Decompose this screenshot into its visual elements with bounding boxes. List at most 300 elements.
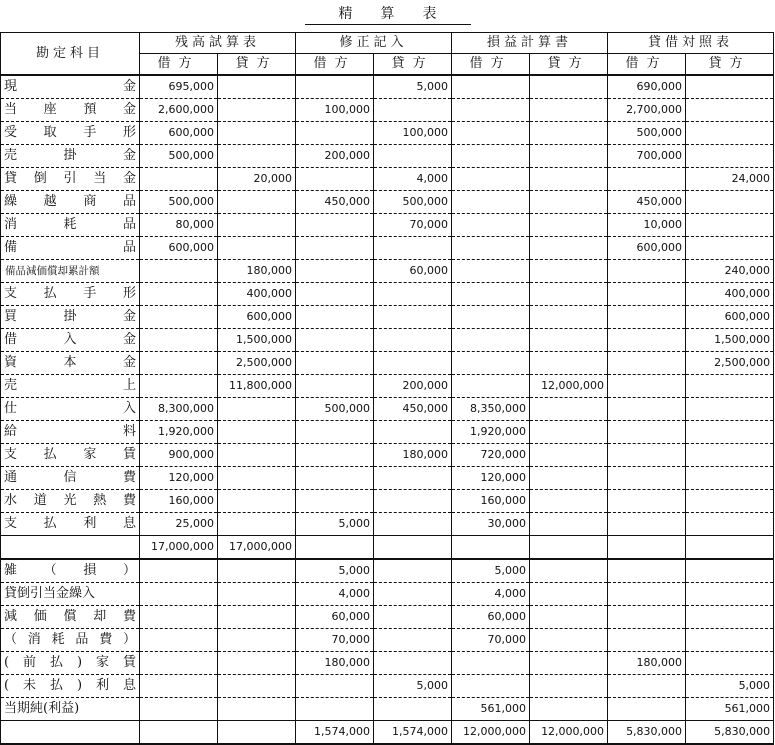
amount-cell [686, 513, 774, 536]
account-name: 資本金 [1, 352, 140, 375]
amount-cell [686, 606, 774, 629]
amount-cell: 690,000 [608, 75, 686, 99]
table-row [1, 513, 774, 536]
total-cell [296, 536, 374, 560]
amount-cell [296, 329, 374, 352]
table-row [1, 490, 774, 513]
amount-cell [374, 306, 452, 329]
table-row [1, 352, 774, 375]
amount-cell [374, 652, 452, 675]
amount-cell [296, 675, 374, 698]
table-row [1, 375, 774, 398]
amount-cell [296, 421, 374, 444]
total-cell [218, 721, 296, 745]
amount-cell [218, 583, 296, 606]
amount-cell: 700,000 [608, 145, 686, 168]
amount-cell: 600,000 [608, 237, 686, 260]
amount-cell [296, 375, 374, 398]
table-row [1, 283, 774, 306]
amount-cell: 200,000 [296, 145, 374, 168]
amount-cell [530, 75, 608, 99]
amount-cell: 561,000 [686, 698, 774, 721]
amount-cell [374, 583, 452, 606]
account-name: 支払家賃 [1, 444, 140, 467]
table-row [1, 583, 774, 606]
table-row [1, 99, 774, 122]
amount-cell [218, 398, 296, 421]
table-row [1, 214, 774, 237]
amount-cell [530, 260, 608, 283]
amount-cell [530, 145, 608, 168]
amount-cell [686, 444, 774, 467]
table-row [1, 191, 774, 214]
amount-cell: 160,000 [452, 490, 530, 513]
table-row [1, 237, 774, 260]
amount-cell [686, 375, 774, 398]
amount-cell [608, 329, 686, 352]
account-name [1, 721, 140, 745]
amount-cell: 5,000 [374, 75, 452, 99]
amount-cell [530, 398, 608, 421]
amount-cell: 2,500,000 [686, 352, 774, 375]
amount-cell [686, 214, 774, 237]
amount-cell: 561,000 [452, 698, 530, 721]
amount-cell [530, 583, 608, 606]
account-name: 支払利息 [1, 513, 140, 536]
amount-cell [296, 122, 374, 145]
account-name: 仕入 [1, 398, 140, 421]
worksheet-table [0, 32, 774, 745]
amount-cell: 100,000 [374, 122, 452, 145]
amount-cell [296, 467, 374, 490]
debit-header: 借方 [296, 54, 374, 76]
amount-cell: 200,000 [374, 375, 452, 398]
amount-cell [530, 329, 608, 352]
amount-cell [374, 145, 452, 168]
account-name: 備品 [1, 237, 140, 260]
table-row [1, 698, 774, 721]
amount-cell: 450,000 [608, 191, 686, 214]
credit-header: 貸方 [218, 54, 296, 76]
amount-cell [530, 629, 608, 652]
amount-cell [452, 652, 530, 675]
total-cell: 5,830,000 [686, 721, 774, 745]
table-row [1, 145, 774, 168]
total-cell [608, 536, 686, 560]
amount-cell [218, 237, 296, 260]
amount-cell [608, 490, 686, 513]
amount-cell [140, 559, 218, 583]
total-cell: 12,000,000 [452, 721, 530, 745]
amount-cell [374, 559, 452, 583]
table-row [1, 398, 774, 421]
amount-cell: 2,700,000 [608, 99, 686, 122]
worksheet-title: 精算表 [0, 3, 775, 21]
amount-cell [218, 490, 296, 513]
amount-cell [296, 306, 374, 329]
table-row [1, 606, 774, 629]
account-name: 借入金 [1, 329, 140, 352]
account-name: 現金 [1, 75, 140, 99]
amount-cell [140, 260, 218, 283]
amount-cell [530, 99, 608, 122]
amount-cell [140, 583, 218, 606]
amount-cell: 500,000 [296, 398, 374, 421]
amount-cell: 30,000 [452, 513, 530, 536]
amount-cell [452, 352, 530, 375]
amount-cell [374, 352, 452, 375]
account-name: 通信費 [1, 467, 140, 490]
amount-cell: 8,350,000 [452, 398, 530, 421]
amount-cell [140, 629, 218, 652]
amount-cell: 450,000 [374, 398, 452, 421]
amount-cell: 500,000 [608, 122, 686, 145]
amount-cell [530, 122, 608, 145]
amount-cell: 5,000 [296, 559, 374, 583]
amount-cell [530, 652, 608, 675]
amount-cell [608, 168, 686, 191]
amount-cell: 25,000 [140, 513, 218, 536]
amount-cell [530, 214, 608, 237]
amount-cell: 70,000 [374, 214, 452, 237]
amount-cell [374, 329, 452, 352]
account-name: 消耗品 [1, 214, 140, 237]
amount-cell [608, 513, 686, 536]
amount-cell [374, 629, 452, 652]
credit-header: 貸方 [686, 54, 774, 76]
credit-header: 貸方 [530, 54, 608, 76]
amount-cell: 1,920,000 [140, 421, 218, 444]
amount-cell [218, 675, 296, 698]
amount-cell [530, 444, 608, 467]
amount-cell [374, 99, 452, 122]
amount-cell [530, 168, 608, 191]
amount-cell [140, 306, 218, 329]
amount-cell [608, 352, 686, 375]
amount-cell [608, 421, 686, 444]
amount-cell [452, 306, 530, 329]
amount-cell [530, 467, 608, 490]
amount-cell: 180,000 [218, 260, 296, 283]
amount-cell: 450,000 [296, 191, 374, 214]
amount-cell [530, 191, 608, 214]
amount-cell: 600,000 [686, 306, 774, 329]
total-cell: 1,574,000 [296, 721, 374, 745]
amount-cell: 4,000 [452, 583, 530, 606]
amount-cell [452, 99, 530, 122]
group-header-trial: 残高試算表 [140, 33, 296, 54]
account-name: 貸倒引当金 [1, 168, 140, 191]
debit-header: 借方 [608, 54, 686, 76]
amount-cell [686, 75, 774, 99]
debit-header: 借方 [140, 54, 218, 76]
amount-cell: 24,000 [686, 168, 774, 191]
amount-cell [608, 260, 686, 283]
total-cell: 17,000,000 [140, 536, 218, 560]
amount-cell: 60,000 [452, 606, 530, 629]
amount-cell: 720,000 [452, 444, 530, 467]
amount-cell [296, 283, 374, 306]
total-cell: 1,574,000 [374, 721, 452, 745]
amount-cell [452, 145, 530, 168]
group-header-balance: 貸借対照表 [608, 33, 774, 54]
amount-cell [296, 490, 374, 513]
amount-cell: 120,000 [140, 467, 218, 490]
amount-cell [608, 629, 686, 652]
account-name: 買掛金 [1, 306, 140, 329]
amount-cell: 80,000 [140, 214, 218, 237]
amount-cell [218, 145, 296, 168]
amount-cell [686, 629, 774, 652]
amount-cell: 2,500,000 [218, 352, 296, 375]
amount-cell [218, 444, 296, 467]
amount-cell: 500,000 [140, 191, 218, 214]
amount-cell [296, 75, 374, 99]
amount-cell [608, 675, 686, 698]
total-cell: 5,830,000 [608, 721, 686, 745]
amount-cell: 5,000 [374, 675, 452, 698]
table-row [1, 444, 774, 467]
amount-cell [452, 191, 530, 214]
amount-cell [452, 283, 530, 306]
account-name: (未払)利息 [1, 675, 140, 698]
amount-cell [140, 652, 218, 675]
account-name: 売上 [1, 375, 140, 398]
amount-cell [452, 329, 530, 352]
total-cell [530, 536, 608, 560]
amount-cell [140, 375, 218, 398]
table-row [1, 122, 774, 145]
amount-cell [686, 398, 774, 421]
amount-cell [608, 306, 686, 329]
amount-cell: 4,000 [374, 168, 452, 191]
account-name: 貸倒引当金繰入 [1, 583, 140, 606]
amount-cell: 11,800,000 [218, 375, 296, 398]
amount-cell [218, 421, 296, 444]
amount-cell [140, 698, 218, 721]
amount-cell: 1,500,000 [218, 329, 296, 352]
total-cell: 17,000,000 [218, 536, 296, 560]
total-cell [686, 536, 774, 560]
amount-cell [608, 283, 686, 306]
amount-cell [530, 606, 608, 629]
amount-cell [452, 214, 530, 237]
amount-cell [218, 559, 296, 583]
table-row [1, 675, 774, 698]
worksheet-body [1, 75, 774, 744]
amount-cell [374, 467, 452, 490]
amount-cell [608, 583, 686, 606]
amount-cell [686, 652, 774, 675]
amount-cell [218, 629, 296, 652]
table-row [1, 260, 774, 283]
amount-cell [686, 559, 774, 583]
amount-cell [140, 675, 218, 698]
amount-cell [296, 237, 374, 260]
amount-cell [140, 352, 218, 375]
amount-cell: 1,920,000 [452, 421, 530, 444]
table-row [1, 652, 774, 675]
amount-cell: 100,000 [296, 99, 374, 122]
amount-cell [140, 329, 218, 352]
table-row [1, 329, 774, 352]
amount-cell [530, 421, 608, 444]
amount-cell [218, 122, 296, 145]
amount-cell: 160,000 [140, 490, 218, 513]
amount-cell: 600,000 [140, 122, 218, 145]
account-name: 給料 [1, 421, 140, 444]
account-name: 支払手形 [1, 283, 140, 306]
account-name: 売掛金 [1, 145, 140, 168]
table-row [1, 421, 774, 444]
amount-cell [218, 652, 296, 675]
amount-cell: 1,500,000 [686, 329, 774, 352]
amount-cell: 240,000 [686, 260, 774, 283]
amount-cell: 180,000 [374, 444, 452, 467]
amount-cell [608, 444, 686, 467]
credit-header: 貸方 [374, 54, 452, 76]
amount-cell [374, 283, 452, 306]
total-cell: 12,000,000 [530, 721, 608, 745]
amount-cell: 12,000,000 [530, 375, 608, 398]
total-cell [374, 536, 452, 560]
amount-cell [296, 214, 374, 237]
amount-cell [218, 75, 296, 99]
account-name: （消耗品費） [1, 629, 140, 652]
amount-cell [374, 698, 452, 721]
amount-cell: 180,000 [296, 652, 374, 675]
amount-cell [452, 375, 530, 398]
group-header-adjust: 修正記入 [296, 33, 452, 54]
amount-cell [686, 145, 774, 168]
amount-cell: 400,000 [218, 283, 296, 306]
grand-total-row [1, 721, 774, 745]
amount-cell [140, 606, 218, 629]
amount-cell [530, 675, 608, 698]
amount-cell [608, 559, 686, 583]
table-row [1, 559, 774, 583]
amount-cell [452, 168, 530, 191]
table-row [1, 306, 774, 329]
amount-cell [608, 606, 686, 629]
amount-cell: 400,000 [686, 283, 774, 306]
table-row [1, 467, 774, 490]
amount-cell [218, 513, 296, 536]
amount-cell [608, 467, 686, 490]
table-row [1, 75, 774, 99]
account-name: 当期純(利益) [1, 698, 140, 721]
amount-cell: 70,000 [452, 629, 530, 652]
amount-cell [608, 398, 686, 421]
account-name: 当座預金 [1, 99, 140, 122]
amount-cell: 4,000 [296, 583, 374, 606]
amount-cell: 10,000 [608, 214, 686, 237]
amount-cell: 8,300,000 [140, 398, 218, 421]
amount-cell [296, 168, 374, 191]
amount-cell [296, 698, 374, 721]
account-name: 水道光熱費 [1, 490, 140, 513]
amount-cell [686, 421, 774, 444]
amount-cell [686, 237, 774, 260]
amount-cell [218, 191, 296, 214]
amount-cell: 900,000 [140, 444, 218, 467]
amount-cell [686, 490, 774, 513]
amount-cell: 5,000 [452, 559, 530, 583]
amount-cell: 600,000 [140, 237, 218, 260]
account-name: 雑（損） [1, 559, 140, 583]
amount-cell [452, 675, 530, 698]
amount-cell: 70,000 [296, 629, 374, 652]
amount-cell [686, 122, 774, 145]
table-row [1, 168, 774, 191]
amount-cell [530, 513, 608, 536]
amount-cell [530, 559, 608, 583]
amount-cell: 5,000 [686, 675, 774, 698]
account-name: (前払)家賃 [1, 652, 140, 675]
amount-cell [374, 513, 452, 536]
amount-cell [374, 606, 452, 629]
amount-cell: 60,000 [296, 606, 374, 629]
amount-cell [218, 99, 296, 122]
amount-cell [374, 237, 452, 260]
amount-cell: 120,000 [452, 467, 530, 490]
account-name: 繰越商品 [1, 191, 140, 214]
amount-cell [218, 606, 296, 629]
amount-cell [530, 352, 608, 375]
group-header-income: 損益計算書 [452, 33, 608, 54]
account-name: 受取手形 [1, 122, 140, 145]
amount-cell [452, 237, 530, 260]
amount-cell [296, 352, 374, 375]
amount-cell [530, 283, 608, 306]
amount-cell [608, 375, 686, 398]
amount-cell [218, 467, 296, 490]
amount-cell: 500,000 [140, 145, 218, 168]
amount-cell: 60,000 [374, 260, 452, 283]
amount-cell [530, 306, 608, 329]
amount-cell [452, 75, 530, 99]
amount-cell [686, 191, 774, 214]
amount-cell: 180,000 [608, 652, 686, 675]
amount-cell [686, 99, 774, 122]
amount-cell [686, 467, 774, 490]
account-name: 備品減価償却累計額 [1, 260, 140, 283]
amount-cell: 500,000 [374, 191, 452, 214]
amount-cell: 5,000 [296, 513, 374, 536]
amount-cell [140, 168, 218, 191]
total-cell [452, 536, 530, 560]
account-name: 減価償却費 [1, 606, 140, 629]
amount-cell [374, 421, 452, 444]
amount-cell [140, 283, 218, 306]
amount-cell [296, 444, 374, 467]
amount-cell [218, 698, 296, 721]
amount-cell [374, 490, 452, 513]
amount-cell [296, 260, 374, 283]
trial-total-row [1, 536, 774, 560]
account-name [1, 536, 140, 560]
table-row [1, 629, 774, 652]
amount-cell [686, 583, 774, 606]
amount-cell: 600,000 [218, 306, 296, 329]
debit-header: 借方 [452, 54, 530, 76]
amount-cell [530, 490, 608, 513]
amount-cell: 20,000 [218, 168, 296, 191]
account-header: 勘定科目 [1, 33, 140, 76]
total-cell [140, 721, 218, 745]
amount-cell [530, 237, 608, 260]
amount-cell: 2,600,000 [140, 99, 218, 122]
